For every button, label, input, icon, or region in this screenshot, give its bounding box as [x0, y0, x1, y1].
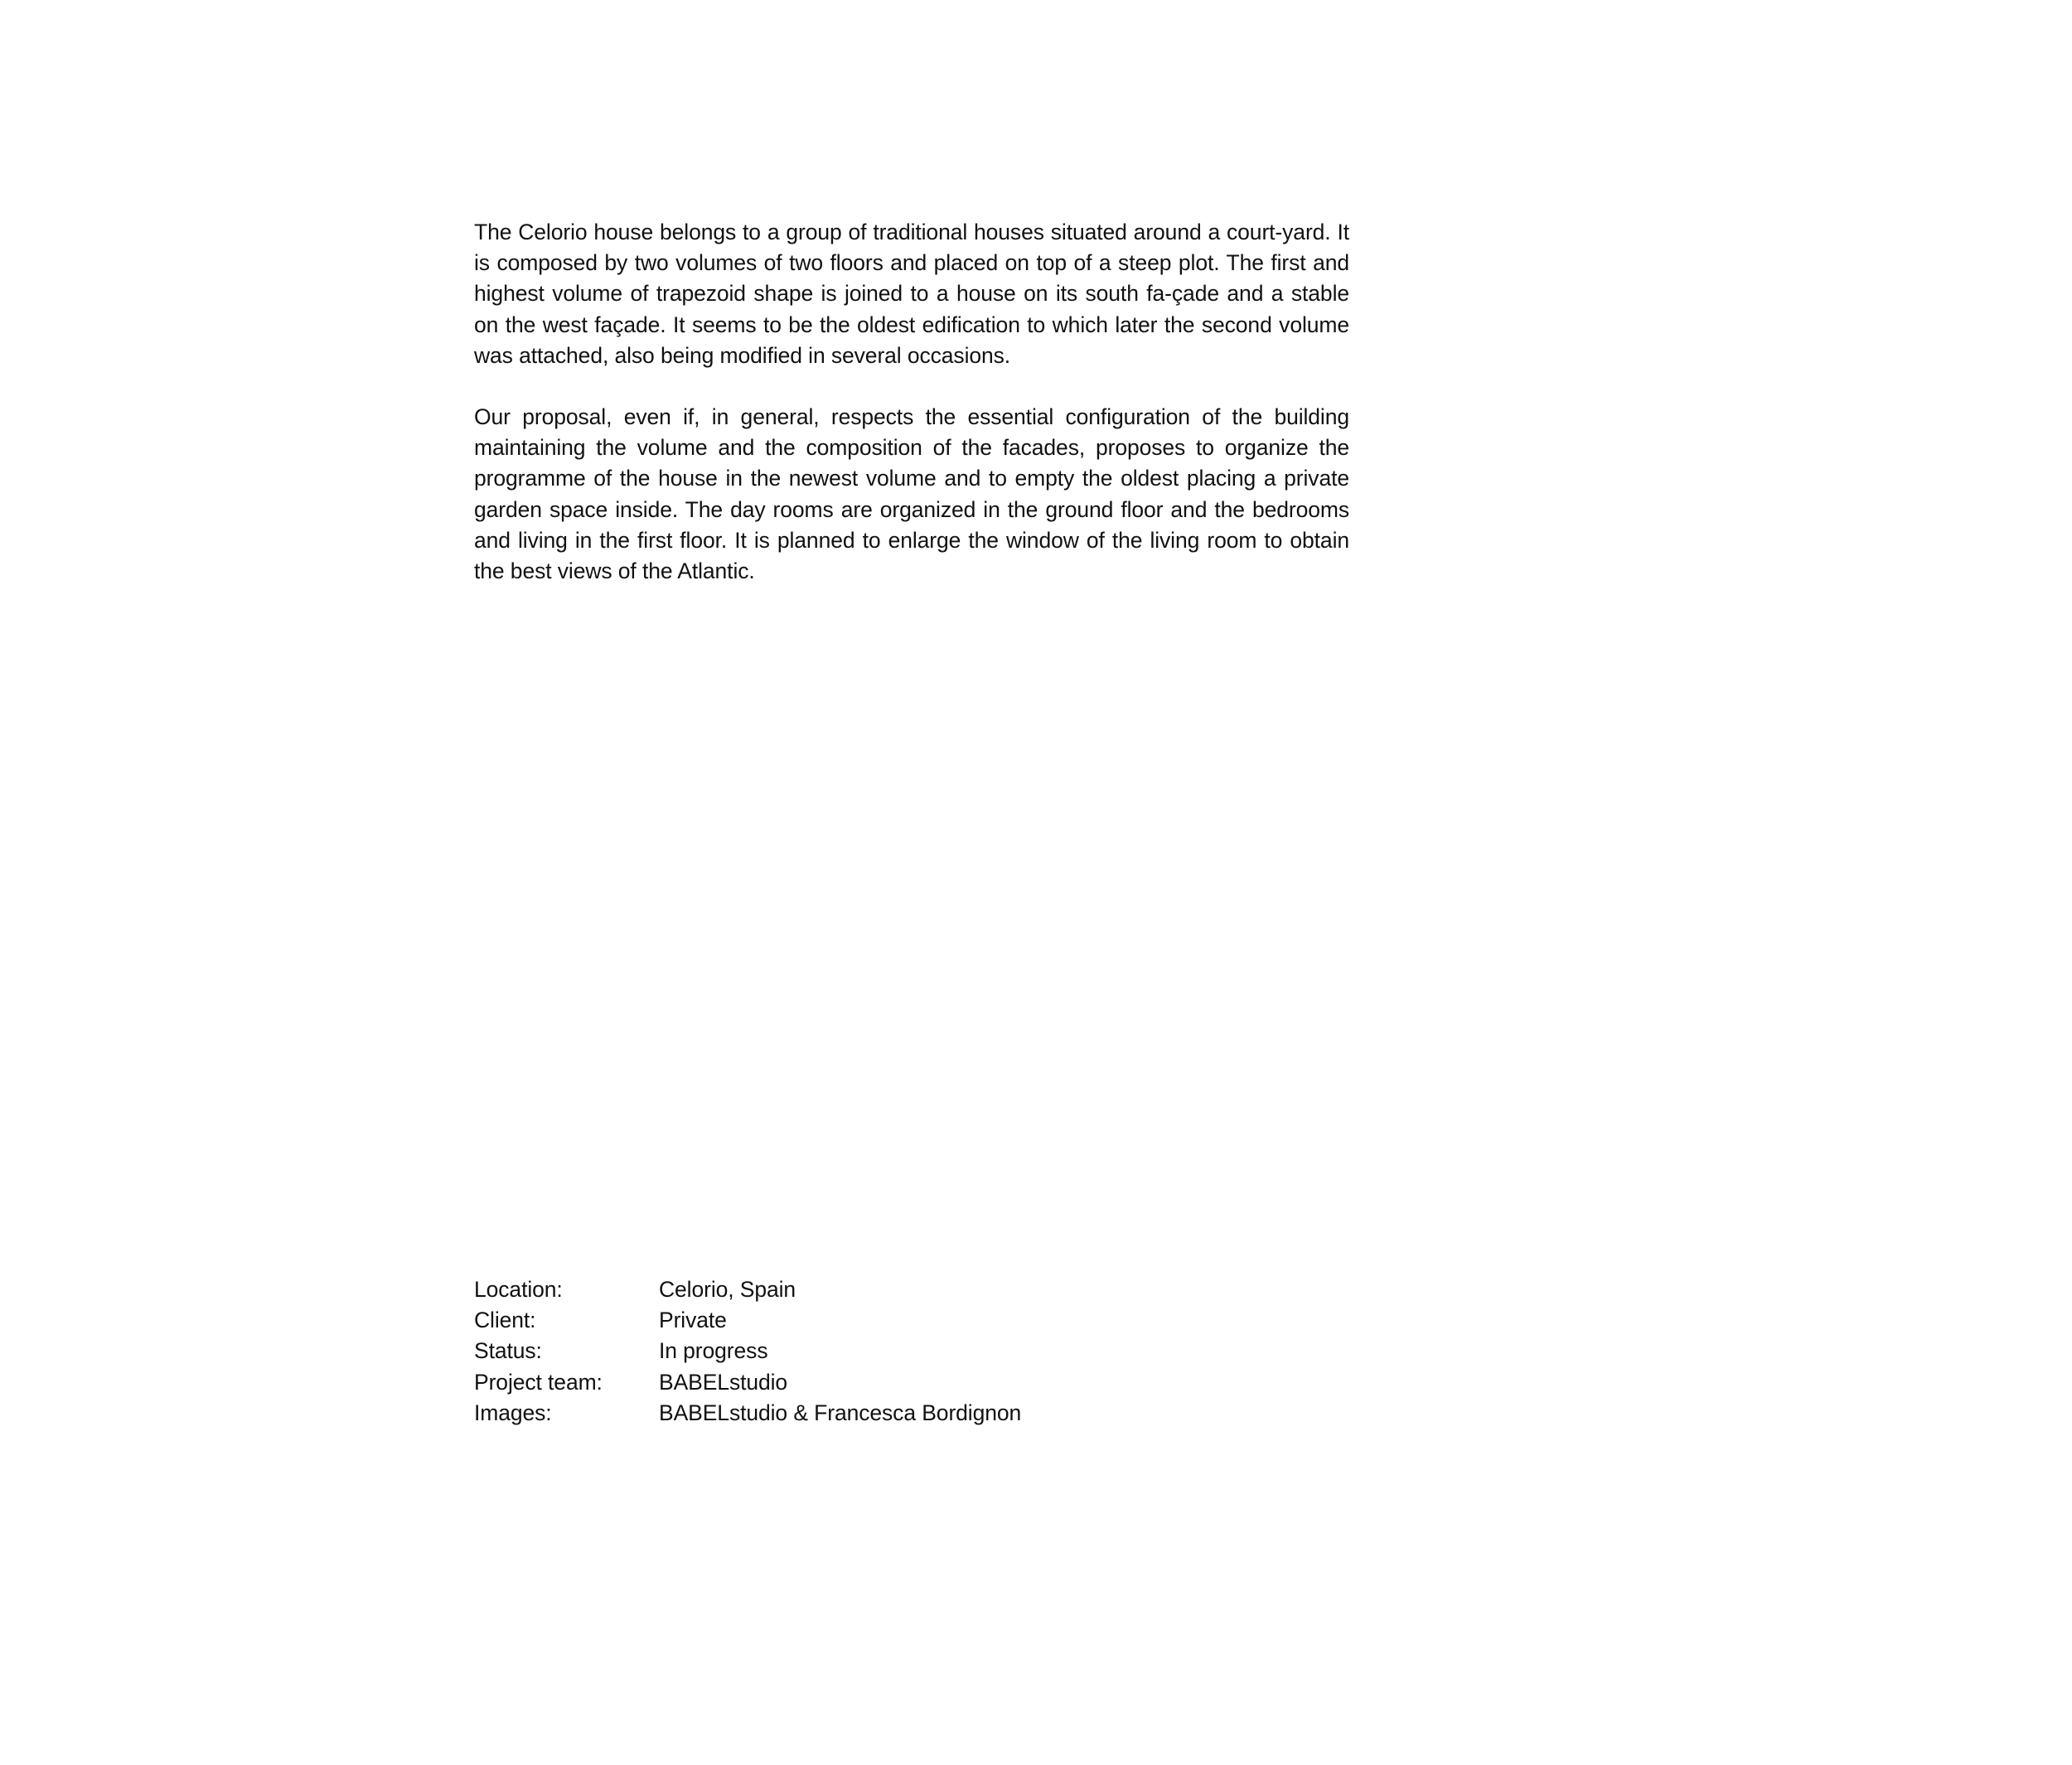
info-value-project-team: BABELstudio: [659, 1369, 788, 1395]
project-description: [474, 217, 1349, 617]
info-value-location: Celorio, Spain: [659, 1277, 796, 1302]
info-row-status: [474, 1336, 1021, 1366]
info-label-images: Images:: [474, 1400, 552, 1425]
info-row-location: [474, 1274, 1021, 1305]
description-paragraph-2: Our proposal, even if, in general, respects the essential configuration of the building maintaining the volume and the composition of the facades, proposes to organize the programme of the house in the newest volume and to empty the oldest placing a private garden space inside. The day rooms are organized in the ground floor and the bedrooms and living in the first floor. It is planned to enlarge the window of the living room to obtain the best views of the Atlantic.: [474, 404, 1349, 584]
info-row-client: [474, 1305, 1021, 1336]
project-info-table: [474, 1274, 1021, 1429]
info-value-client: Private: [659, 1308, 727, 1333]
info-label-location: Location:: [474, 1277, 563, 1302]
info-label-project-team: Project team:: [474, 1369, 603, 1395]
info-row-project-team: [474, 1367, 1021, 1398]
info-label-status: Status:: [474, 1338, 542, 1364]
info-value-status: In progress: [659, 1338, 768, 1364]
info-label-client: Client:: [474, 1308, 536, 1333]
description-paragraph-1: The Celorio house belongs to a group of traditional houses situated around a court-yard. It is composed by two volumes of two floors and placed on top of a steep plot. The first and highest volume of trapezoid shape is joined to a house on its south fa-çade and a stable on the west façade. It seems to be the oldest edification to which later the second volume was attached, also being modified in several occasions.: [474, 220, 1349, 368]
info-row-images: [474, 1398, 1021, 1429]
info-value-images: BABELstudio & Francesca Bordignon: [659, 1400, 1022, 1425]
